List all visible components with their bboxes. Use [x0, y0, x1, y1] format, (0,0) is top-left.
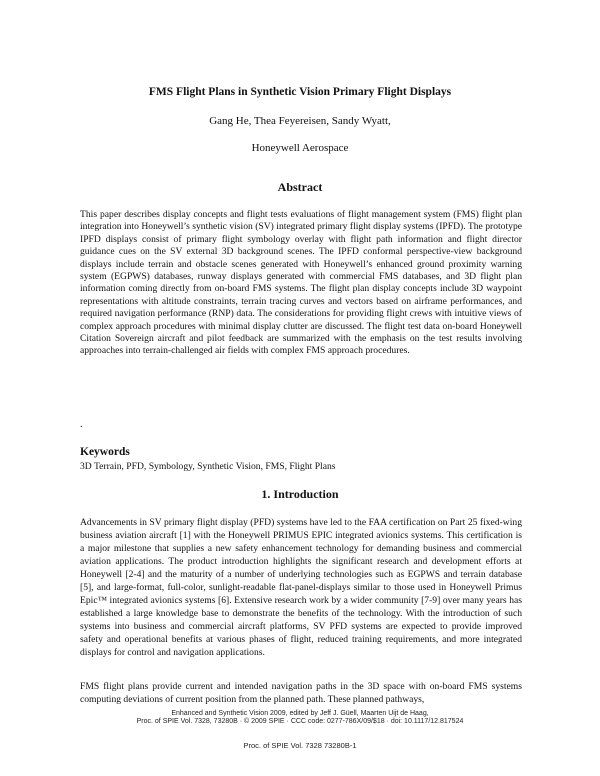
paper-title: FMS Flight Plans in Synthetic Vision Primary Flight Displays — [148, 86, 452, 98]
affiliation: Honeywell Aerospace — [251, 142, 349, 154]
page-number: Proc. of SPIE Vol. 7328 73280B-1 — [243, 741, 357, 750]
stray-mark: . — [80, 419, 83, 430]
citation-footer-line-2: Proc. of SPIE Vol. 7328, 73280B · © 2009 SPIE · CCC code: 0277-786X/09/$18 · doi: 10.1117/12.817524 — [136, 718, 464, 725]
author-list: Gang He, Thea Feyereisen, Sandy Wyatt, — [209, 115, 391, 127]
introduction-paragraph-1: Advancements in SV primary flight display (PFD) systems have led to the FAA certification on Part 25 fixed-wing business aviation aircraft [1] with the Honeywell PRIMUS EPIC integrated avionics systems. This certification is a major milestone that supplies a new safety enhancement technology for demanding business and commercial aviation applications. The product introduction highlights the significant research and development efforts at Honeywell [2-4] and the maturity of a number of underlying technologies such as EGPWS and terrain database [5], and large-format, full-color, sunlight-readable flat-panel-displays similar to those used in Honeywell Primus Epic™ integrated avionics systems [6]. Extensive research work by a wider community [7-9] over many years has established a large knowledge base to demonstrate the benefits of the technology. With the introduction of such systems into business and commercial aircraft platforms, SV PFD systems are expected to provide improved safety and operational benefits at various phases of flight, reduced training requirements, and more integrated displays for control and navigation applications. — [80, 517, 522, 658]
citation-footer-line-1: Enhanced and Synthetic Vision 2009, edited by Jeff J. Güell, Maarten Uijt de Haag, — [171, 710, 429, 717]
introduction-heading: 1. Introduction — [261, 487, 339, 501]
keywords-heading: Keywords — [80, 446, 130, 458]
abstract-body: This paper describes display concepts and flight tests evaluations of flight management system (FMS) flight plan integration into Honeywell’s synthetic vision (SV) integrated primary flight display systems (IPFD). The prototype IPFD displays consist of primary flight symbology overlay with flight path information and flight director guidance cues on the SV external 3D background scenes. The IPFD conformal perspective-view background displays include terrain and obstacle scenes generated with Honeywell’s enhanced ground proximity warning system (EGPWS) databases, runway displays generated with commercial FMS databases, and 3D flight plan information coming directly from on-board FMS systems. The flight plan display concepts include 3D waypoint representations with altitude constraints, terrain tracing curves and vectors based on airframe performances, and required navigation performance (RNP) data. The considerations for providing flight crews with intuitive views of complex approach procedures with minimal display clutter are discussed. The flight test data on-board Honeywell Citation Sovereign aircraft and pilot feedback are summarized with the emphasis on the test results involving approaches into terrain-challenged air fields with complex FMS approach procedures. — [80, 209, 522, 357]
keywords-list: 3D Terrain, PFD, Symbology, Synthetic Vision, FMS, Flight Plans — [80, 461, 336, 472]
introduction-paragraph-2: FMS flight plans provide current and intended navigation paths in the 3D space with on-board FMS systems computing deviations of current position from the planned path. These planned pathways, — [80, 681, 522, 705]
abstract-heading: Abstract — [277, 180, 323, 194]
